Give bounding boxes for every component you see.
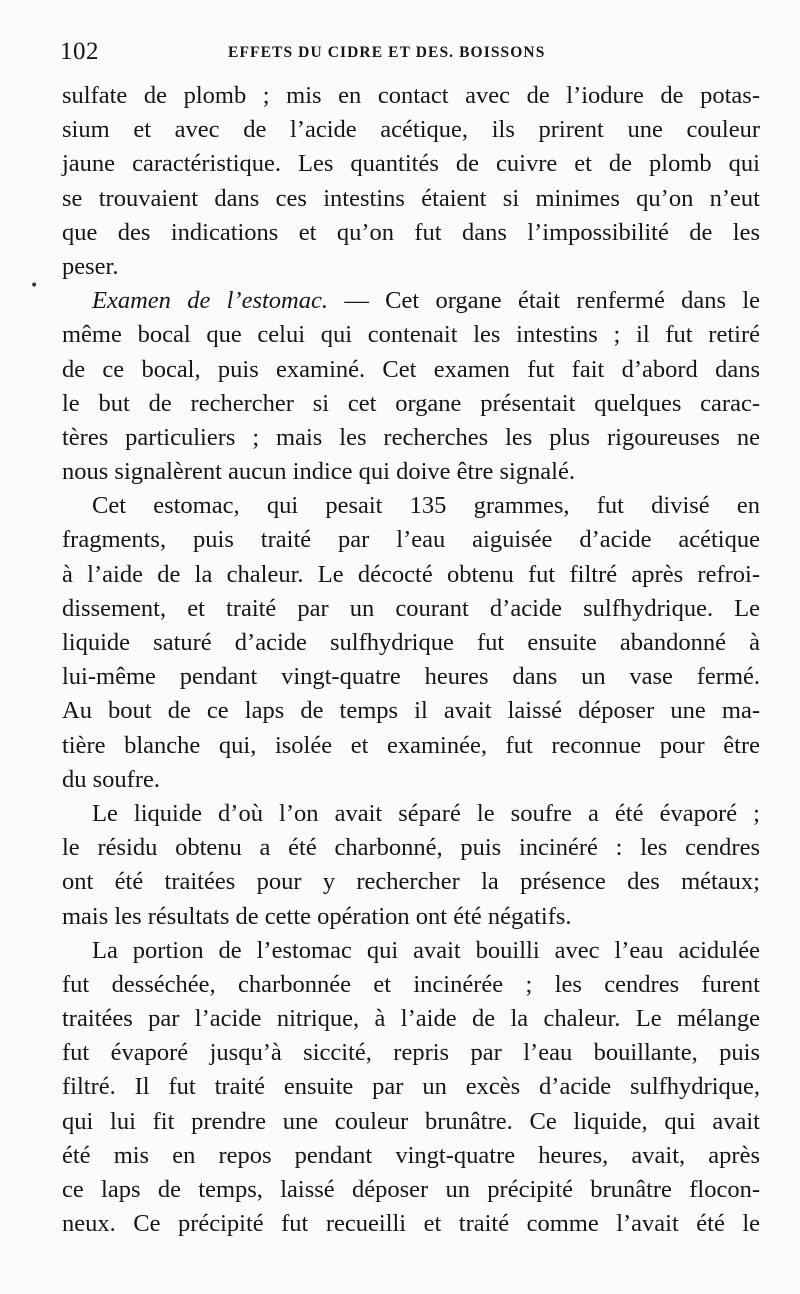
text-line: peser. bbox=[62, 252, 119, 280]
body-text bbox=[62, 79, 760, 1241]
text-line: lui-même pendant vingt-quatre heures dans un vase fermé. bbox=[62, 663, 760, 691]
page-number: 102 bbox=[60, 38, 99, 65]
text-line: — Cet organe était renfermé dans le bbox=[344, 287, 761, 315]
margin-mark: • bbox=[30, 278, 39, 294]
text-line: tères particuliers ; mais les recherches les plus rigoureuses ne bbox=[62, 423, 760, 451]
text-line: sium et avec de l’acide acétique, ils prirent une couleur bbox=[62, 116, 760, 144]
text-line: été mis en repos pendant vingt-quatre heures, avait, après bbox=[62, 1141, 760, 1169]
running-title: EFFETS DU CIDRE ET DES. BOISSONS bbox=[228, 44, 546, 61]
text-line: le but de rechercher si cet organe présentait quelques carac- bbox=[62, 389, 760, 417]
text-line: neux. Ce précipité fut recueilli et traité comme l’avait été le bbox=[62, 1210, 760, 1238]
text-line: à l’aide de la chaleur. Le décocté obtenu fut filtré après refroi- bbox=[62, 560, 760, 588]
text-line: Cet estomac, qui pesait 135 grammes, fut divisé en bbox=[92, 492, 760, 520]
text-line: fragments, puis traité par l’eau aiguisée d’acide acétique bbox=[62, 526, 760, 554]
section-heading-line bbox=[62, 284, 760, 318]
text-line: mais les résultats de cette opération ont été négatifs. bbox=[62, 902, 572, 930]
text-line: sulfate de plomb ; mis en contact avec de l’iodure de potas- bbox=[62, 82, 760, 109]
text-line: jaune caractéristique. Les quantités de cuivre et de plomb qui bbox=[62, 150, 760, 178]
text-line: qui lui fit prendre une couleur brunâtre. Ce liquide, qui avait bbox=[62, 1107, 760, 1135]
text-line: fut desséchée, charbonnée et incinérée ; les cendres furent bbox=[62, 970, 760, 998]
text-line: filtré. Il fut traité ensuite par un excès d’acide sulfhydrique, bbox=[62, 1073, 760, 1101]
text-line: liquide saturé d’acide sulfhydrique fut ensuite abandonné à bbox=[62, 629, 760, 656]
text-line: traitées par l’acide nitrique, à l’aide de la chaleur. Le mélange bbox=[62, 1005, 760, 1033]
text-line: le résidu obtenu a été charbonné, puis incinéré : les cendres bbox=[62, 834, 760, 862]
text-line: ce laps de temps, laissé déposer un précipité brunâtre flocon- bbox=[62, 1176, 760, 1203]
text-line: que des indications et qu’on fut dans l’impossibilité de les bbox=[62, 218, 760, 246]
text-line: Le liquide d’où l’on avait séparé le soufre a été évaporé ; bbox=[92, 799, 760, 827]
text-line: Au bout de ce laps de temps il avait laissé déposer une ma- bbox=[62, 697, 760, 725]
text-line: ont été traitées pour y rechercher la présence des métaux; bbox=[62, 868, 760, 896]
text-line: fut évaporé jusqu’à siccité, repris par l’eau bouillante, puis bbox=[62, 1039, 760, 1067]
text-line: nous signalèrent aucun indice qui doive être signalé. bbox=[62, 458, 575, 486]
section-heading: Examen de l’estomac. bbox=[92, 287, 329, 315]
text-line: même bocal que celui qui contenait les intestins ; il fut retiré bbox=[62, 321, 760, 349]
text-line: se trouvaient dans ces intestins étaient si minimes qu’on n’eut bbox=[62, 184, 760, 212]
text-line: de ce bocal, puis examiné. Cet examen fut fait d’abord dans bbox=[62, 355, 760, 383]
text-line: dissement, et traité par un courant d’acide sulfhydrique. Le bbox=[62, 594, 760, 622]
text-line: tière blanche qui, isolée et examinée, fut reconnue pour être bbox=[62, 731, 760, 759]
running-head bbox=[60, 38, 760, 78]
text-line: La portion de l’estomac qui avait bouilli avec l’eau acidulée bbox=[92, 936, 760, 964]
text-line: du soufre. bbox=[62, 765, 160, 793]
